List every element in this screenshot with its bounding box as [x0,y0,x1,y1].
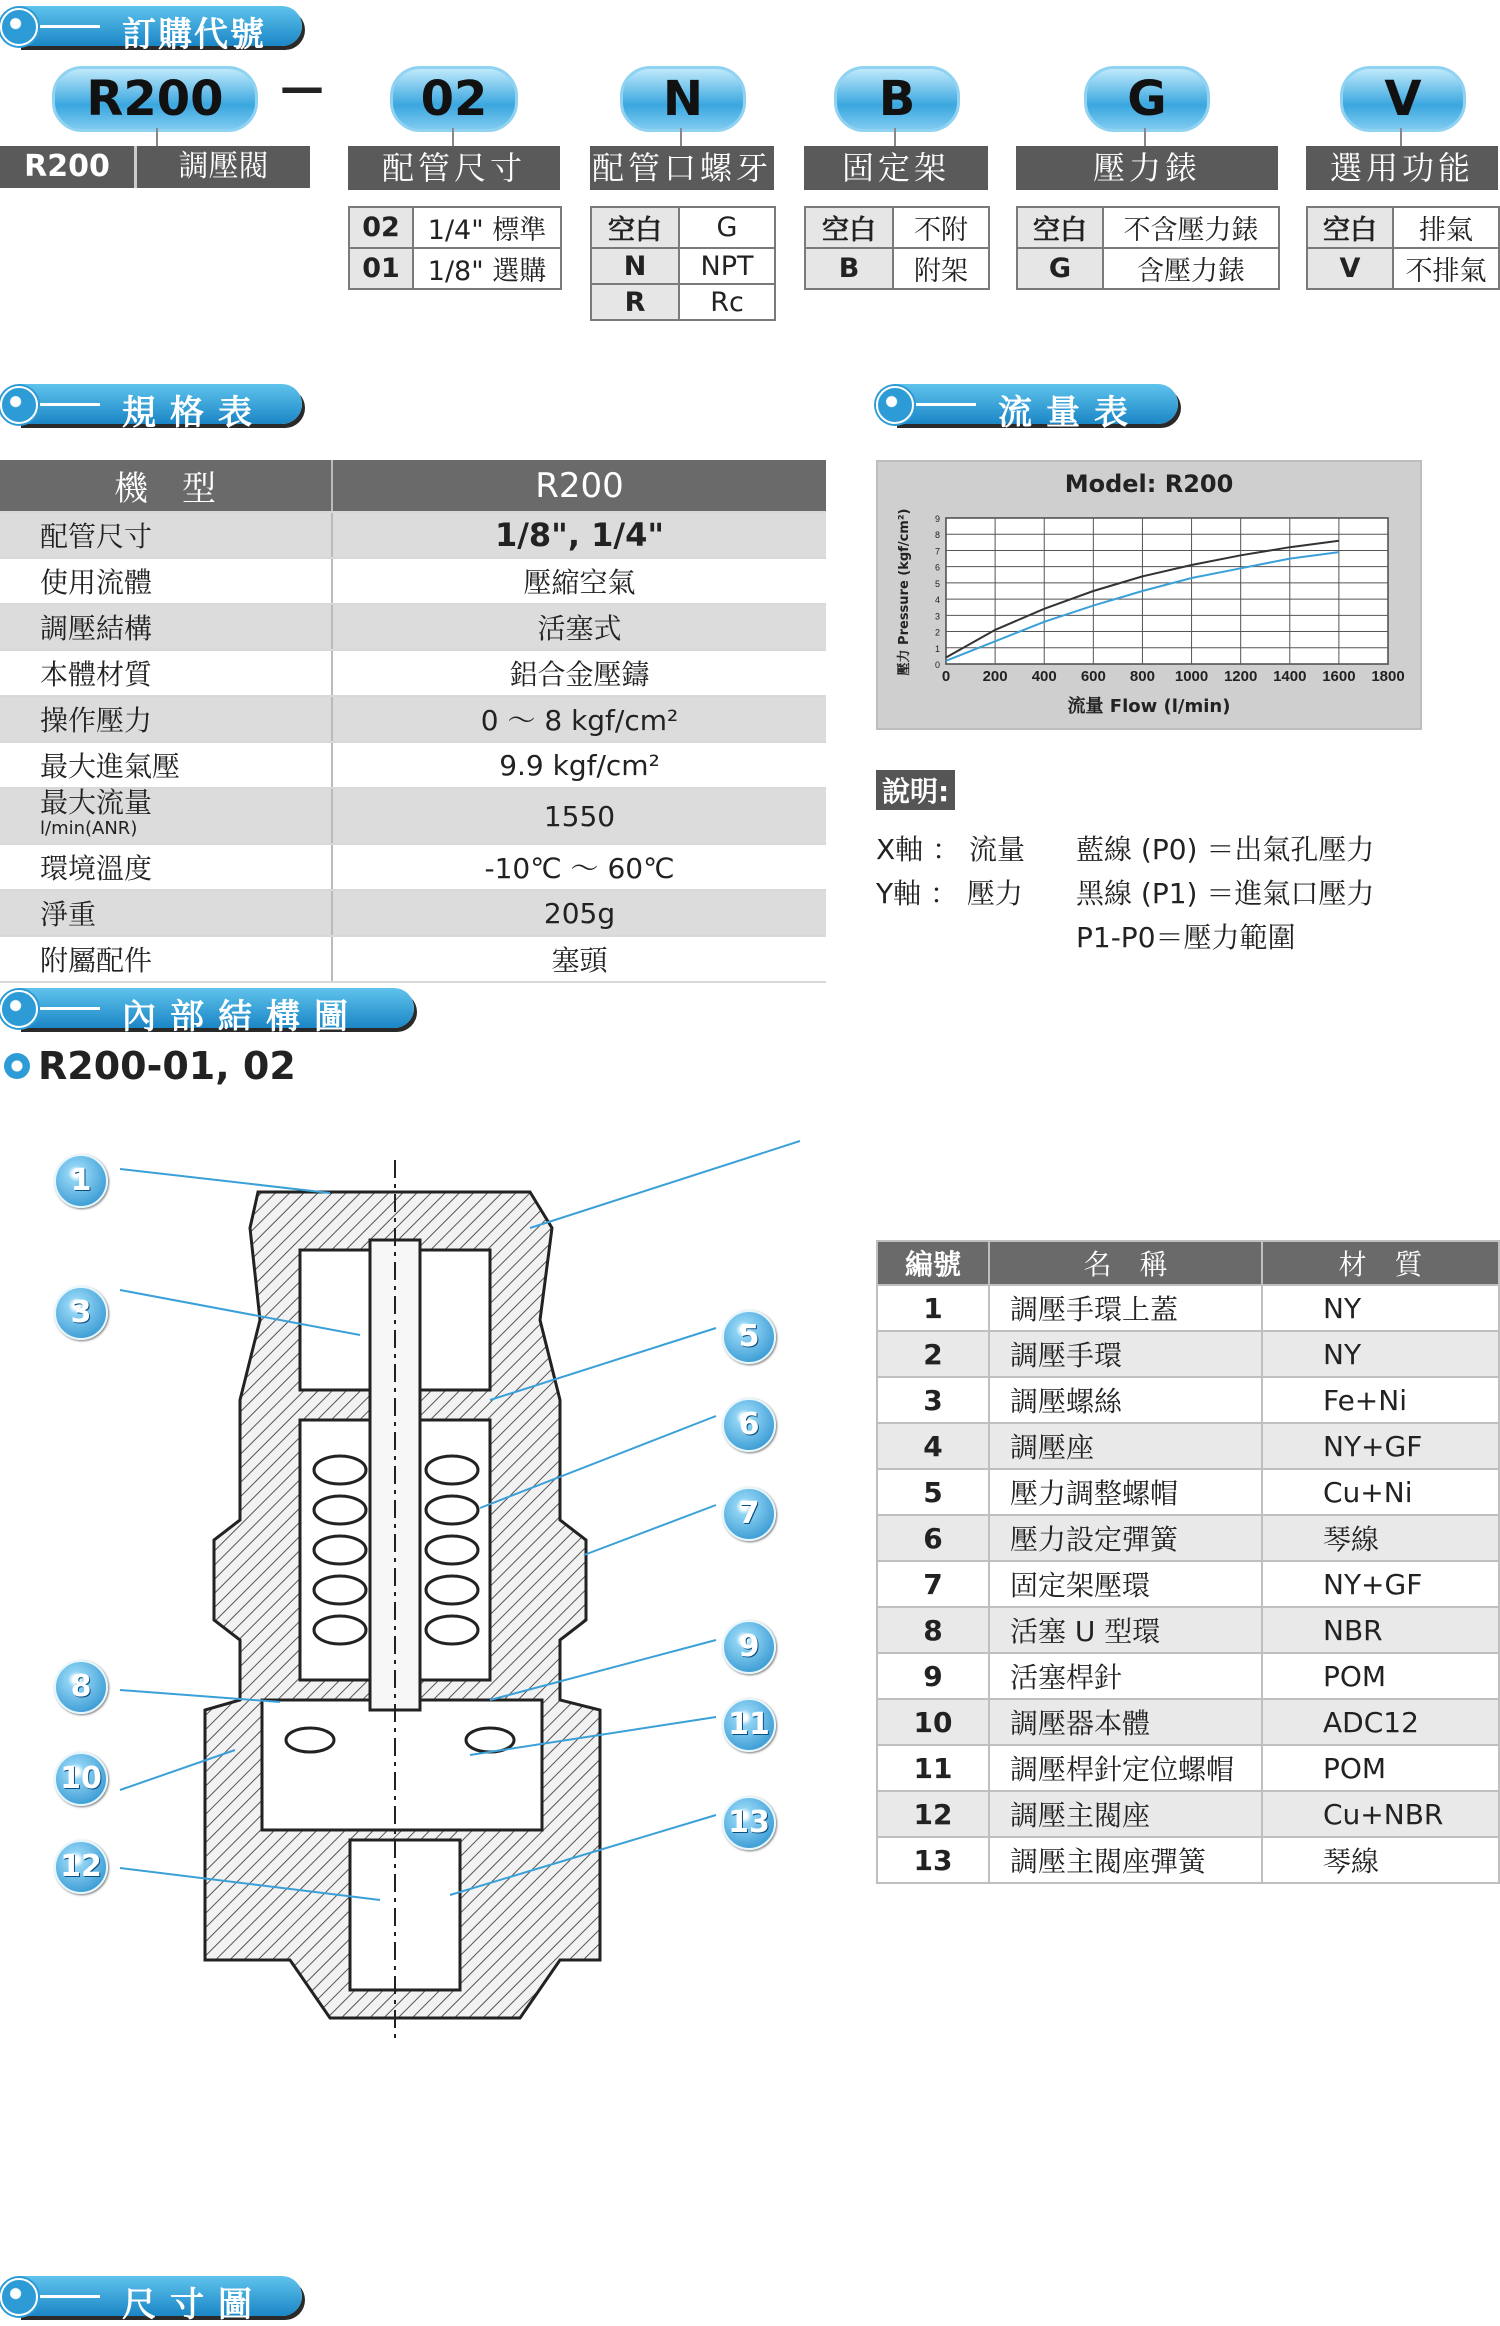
callout-11: 11 [722,1698,776,1752]
x-tick-label: 1600 [1322,668,1356,685]
x-tick-label: 400 [1031,668,1057,685]
group-thread-table: 空白 G N NPT R Rc [590,206,776,321]
y-tick-label: 4 [934,595,940,606]
x-tick-label: 1200 [1223,668,1258,685]
structure-section-header [0,984,420,1037]
y-tick-label: 0 [934,660,940,670]
code-thread: N [620,66,746,132]
bullet-icon [4,1053,30,1079]
spec-table: 機 型 R200 配管尺寸 1/8", 1/4" 使用流體 壓縮空氣 調壓結構 活塞式 本體材質 鋁合金壓鑄 操作壓力 0 ～ 8 kgf/cm² 最大進氣壓 9.9 kgf/cm² 最大流量 l/min(ANR) 1550 環境溫度 -10℃ ～ 60℃ 淨重 205g 附屬配件 塞頭 [0,460,826,983]
structure-section-title: 內部結構圖 [122,997,362,1037]
flow-chart-svg [878,462,1420,728]
code-bracket: B [834,66,960,132]
callout-9: 9 [722,1620,776,1674]
dimension-section-header [0,2272,310,2325]
callout-8: 8 [54,1660,108,1714]
x-tick-label: 1800 [1371,668,1405,685]
callout-10: 10 [54,1752,108,1806]
parts-row: 7 固定架壓環 NY+GF [877,1561,1499,1607]
code-dash: — [280,62,324,113]
code-size: 02 [390,66,518,132]
group-bracket-table: 空白 不附 B 附架 [804,206,990,290]
parts-row: 12 調壓主閥座 Cu+NBR [877,1791,1499,1837]
callout-3: 3 [54,1286,108,1340]
parts-row: 1 調壓手環上蓋 NY [877,1285,1499,1331]
y-axis-label: 壓力 Pressure (kgf/cm²) [897,508,912,676]
parts-row: 10 調壓器本體 ADC12 [877,1699,1499,1745]
order-section-title: 訂購代號 [122,15,266,55]
group-option-table: 空白 排氣 V 不排氣 [1306,206,1500,290]
parts-row: 6 壓力設定彈簧 琴線 [877,1515,1499,1561]
group-gauge-title: 壓力錶 [1016,146,1278,190]
parts-row: 3 調壓螺絲 Fe+Ni [877,1377,1499,1423]
x-tick-label: 800 [1129,668,1155,685]
group-option-title: 選用功能 [1306,146,1498,190]
y-tick-label: 1 [934,643,940,654]
y-tick-label: 5 [934,578,940,589]
spec-section-header [0,380,310,433]
flow-chart [876,460,1422,730]
y-tick-label: 9 [934,514,940,524]
x-axis-label: 流量 Flow (l/min) [1067,696,1231,717]
flow-section-title: 流量表 [998,393,1142,433]
y-tick-label: 6 [934,562,940,573]
parts-row: 8 活塞 U 型環 NBR [877,1607,1499,1653]
parts-row: 5 壓力調整螺帽 Cu+Ni [877,1469,1499,1515]
notes-title: 說明: [876,770,955,810]
model-key: R200 [0,146,137,188]
y-tick-label: 2 [934,627,940,638]
group-gauge-table: 空白 不含壓力錶 G 含壓力錶 [1016,206,1280,290]
y-tick-label: 3 [934,611,940,622]
structure-model: R200-01, 02 [4,1044,296,1088]
code-option: V [1340,66,1466,132]
callout-6: 6 [722,1398,776,1452]
order-section-header [0,2,310,55]
callout-5: 5 [722,1310,776,1364]
group-bracket-title: 固定架 [804,146,988,190]
callout-13: 13 [722,1796,776,1850]
group-size-table: 02 1/4" 標準 01 1/8" 選購 [348,206,562,290]
spec-section-title: 規格表 [122,393,266,433]
parts-row: 9 活塞桿針 POM [877,1653,1499,1699]
model-label: 調壓閥 [178,149,269,184]
chart-title: Model: R200 [1064,470,1234,498]
x-tick-label: 0 [941,668,951,685]
parts-row: 4 調壓座 NY+GF [877,1423,1499,1469]
x-tick-label: 200 [982,668,1008,685]
parts-row: 2 調壓手環 NY [877,1331,1499,1377]
x-tick-label: 600 [1080,668,1106,685]
notes-lines: 藍線 (P0) ＝出氣孔壓力 黑線 (P1) ＝進氣口壓力 P1-P0＝壓力範圍 [1076,833,1375,954]
dimension-section-title: 尺寸圖 [122,2285,266,2325]
parts-table: 編號 名 稱 材 質 1 調壓手環上蓋 NY 2 調壓手環 NY 3 調壓螺絲 Fe+Ni 4 調壓座 NY+GF 5 壓力調整螺帽 Cu+Ni 6 壓力設定彈簧 琴線 7 固定架壓環 NY+GF 8 活塞 U 型環 NBR 9 活塞桿針 POM 10 調壓器本體 ADC12 11 調壓桿針定位螺帽 POM 12 調壓主閥座 Cu+NBR 13 調壓主閥座彈簧 琴線 [876,1240,1500,1884]
x-tick-label: 1400 [1273,668,1307,685]
model-key-box [0,146,310,188]
code-model: R200 [52,66,258,132]
code-gauge: G [1084,66,1210,132]
y-tick-label: 7 [934,546,940,557]
flow-unit: l/min(ANR) [40,818,138,839]
parts-row: 11 調壓桿針定位螺帽 POM [877,1745,1499,1791]
callout-7: 7 [722,1487,776,1541]
callout-12: 12 [54,1840,108,1894]
notes-axes: X軸 ： 流量 Y軸 ： 壓力 [876,833,1025,910]
group-thread-title: 配管口螺牙 [590,146,774,190]
parts-row: 13 調壓主閥座彈簧 琴線 [877,1837,1499,1883]
group-size-title: 配管尺寸 [348,146,560,190]
flow-section-header [876,380,1186,433]
plot-area [946,518,1388,664]
x-tick-label: 1000 [1174,668,1209,685]
y-tick-label: 8 [934,530,940,541]
cross-section-drawing [0,1100,860,2060]
callout-1: 1 [54,1154,108,1208]
